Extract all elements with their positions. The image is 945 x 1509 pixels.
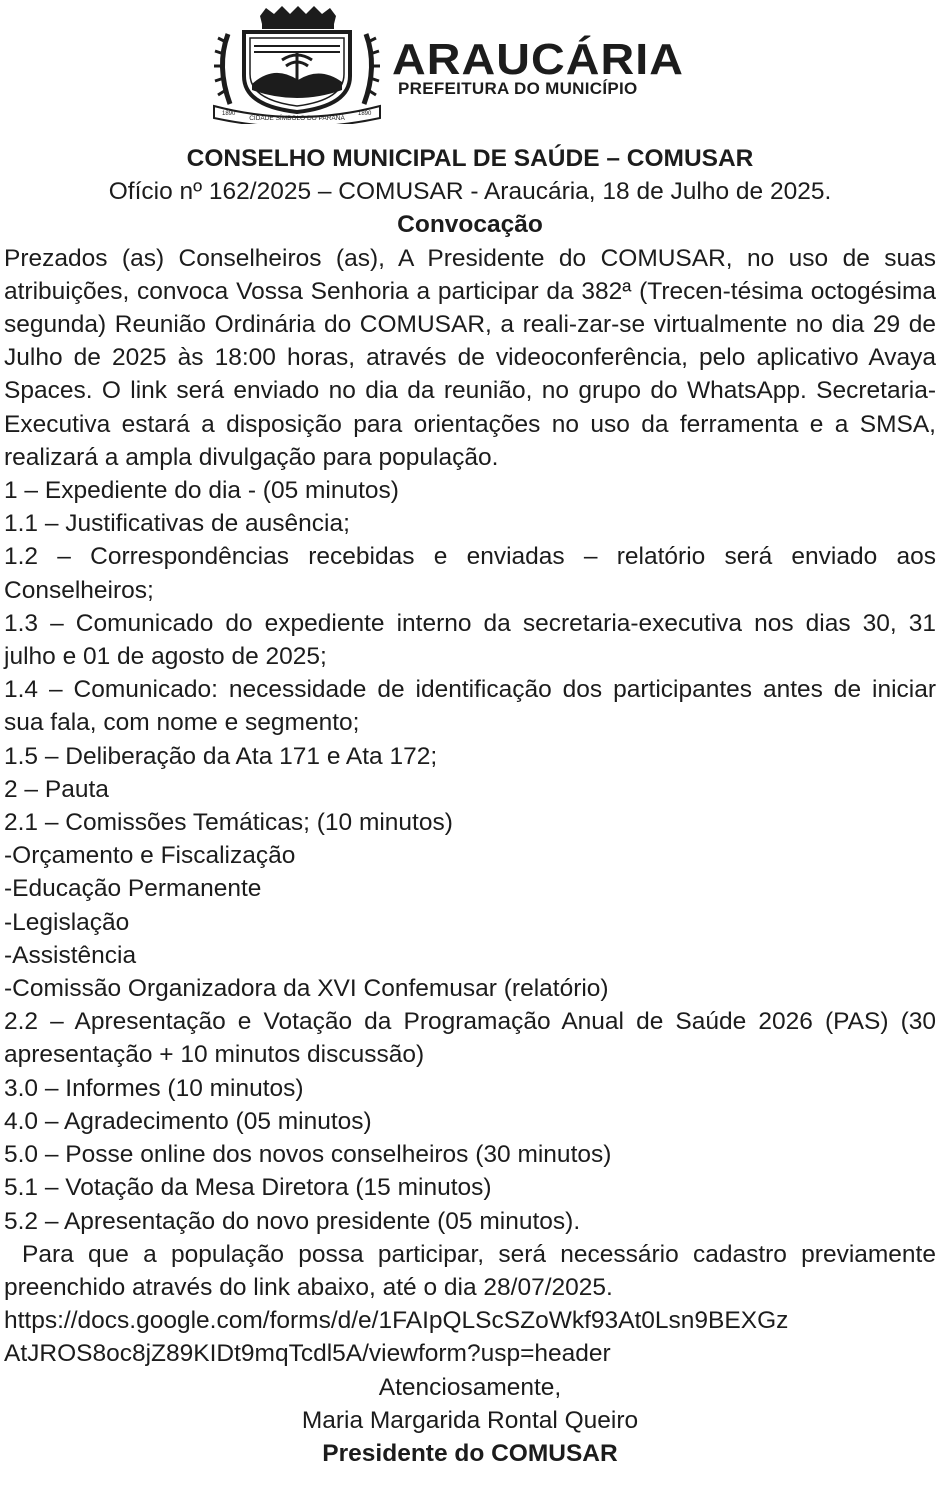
agenda-item: 2.2 – Apresentação e Votação da Programação Anual de Saúde 2026 (PAS) (30 apresentação + 10 minutos discussão): [4, 1008, 936, 1069]
form-link-line-1[interactable]: https://docs.google.com/forms/d/e/1FAIpQLScSZoWkf93At0Lsn9BEXGz: [4, 1307, 789, 1335]
agenda-item: 1 – Expediente do dia - (05 minutos): [4, 477, 399, 505]
document-title: CONSELHO MUNICIPAL DE SAÚDE – COMUSAR: [186, 145, 754, 172]
agenda-item: 2 – Pauta: [4, 775, 109, 803]
brand-subtitle: PREFEITURA DO MUNICÍPIO: [398, 79, 638, 98]
agenda-item: 4.0 – Agradecimento (05 minutos): [4, 1107, 372, 1135]
seal-ribbon-text: CIDADE SÍMBOLO DO PARANÁ: [249, 115, 345, 122]
brand-name: ARAUCÁRIA: [392, 35, 684, 84]
agenda-item: -Assistência: [4, 941, 137, 969]
seal-year-right: 1890: [358, 111, 372, 117]
municipal-seal-icon: [208, 6, 386, 124]
seal-year-left: 1890: [222, 111, 236, 117]
agenda-item: 1.3 – Comunicado do expediente interno da secretaria-executiva nos dias 30, 31 julho e 01 de agosto de 2025;: [4, 609, 936, 671]
agenda-item: 2.1 – Comissões Temáticas; (10 minutos): [4, 809, 453, 837]
agenda-item: 5.1 – Votação da Mesa Diretora (15 minutos): [4, 1174, 492, 1202]
agenda-item: -Legislação: [4, 908, 130, 936]
agenda-item: 1.5 – Deliberação da Ata 171 e Ata 172;: [4, 742, 438, 770]
agenda-item: 1.4 – Comunicado: necessidade de identificação dos participantes antes de iniciar sua fala, com nome e segmento;: [4, 676, 936, 737]
agenda-item: -Orçamento e Fiscalização: [4, 842, 296, 870]
agenda-item: -Comissão Organizadora da XVI Confemusar (relatório): [4, 975, 609, 1003]
agenda-item: -Educação Permanente: [4, 875, 262, 903]
header: [0, 0, 945, 135]
document-subject: Convocação: [397, 211, 543, 239]
signer-role: Presidente do COMUSAR: [322, 1439, 618, 1467]
agenda-item: 5.0 – Posse online dos novos conselheiros (30 minutos): [4, 1141, 612, 1169]
agenda-item: 3.0 – Informes (10 minutos): [4, 1074, 304, 1102]
document-body: [4, 142, 936, 1470]
agenda-list: [4, 474, 936, 1238]
document-reference: Ofício nº 162/2025 – COMUSAR - Araucária, 18 de Julho de 2025.: [108, 178, 832, 206]
form-link-line-2[interactable]: AtJROS8oc8jZ89KIDt9mqTcdl5A/viewform?usp=header: [4, 1340, 611, 1368]
closing: Atenciosamente,: [378, 1373, 562, 1401]
signer-name: Maria Margarida Rontal Queiro: [301, 1406, 639, 1434]
participation-paragraph: Para que a população possa participar, será necessário cadastro previamente preenchido através do link abaixo, até o dia 28/07/2025.: [4, 1240, 936, 1301]
agenda-item: 1.2 – Correspondências recebidas e enviadas – relatório será enviado aos Conselheiros;: [4, 543, 936, 604]
agenda-item: 5.2 – Apresentação do novo presidente (05 minutos).: [4, 1207, 581, 1235]
intro-paragraph: Prezados (as) Conselheiros (as), A Presidente do COMUSAR, no uso de suas atribuições, convoca Vossa Senhoria a participar da 382ª (Trecen-tésima octogésima segunda) Reunião Ordinária do COMUSAR, a reali-zar-se virtualmente no dia 29 de Julho de 2025 às 18:00 horas, através de videoconferência, pelo aplicativo Avaya Spaces. O link será enviado no dia da reunião, no grupo do WhatsApp. Secretaria-Executiva estará a disposição para orientações no uso da ferramenta e a SMSA, realizará a ampla divulgação para população.: [4, 244, 936, 471]
agenda-item: 1.1 – Justificativas de ausência;: [4, 510, 350, 538]
